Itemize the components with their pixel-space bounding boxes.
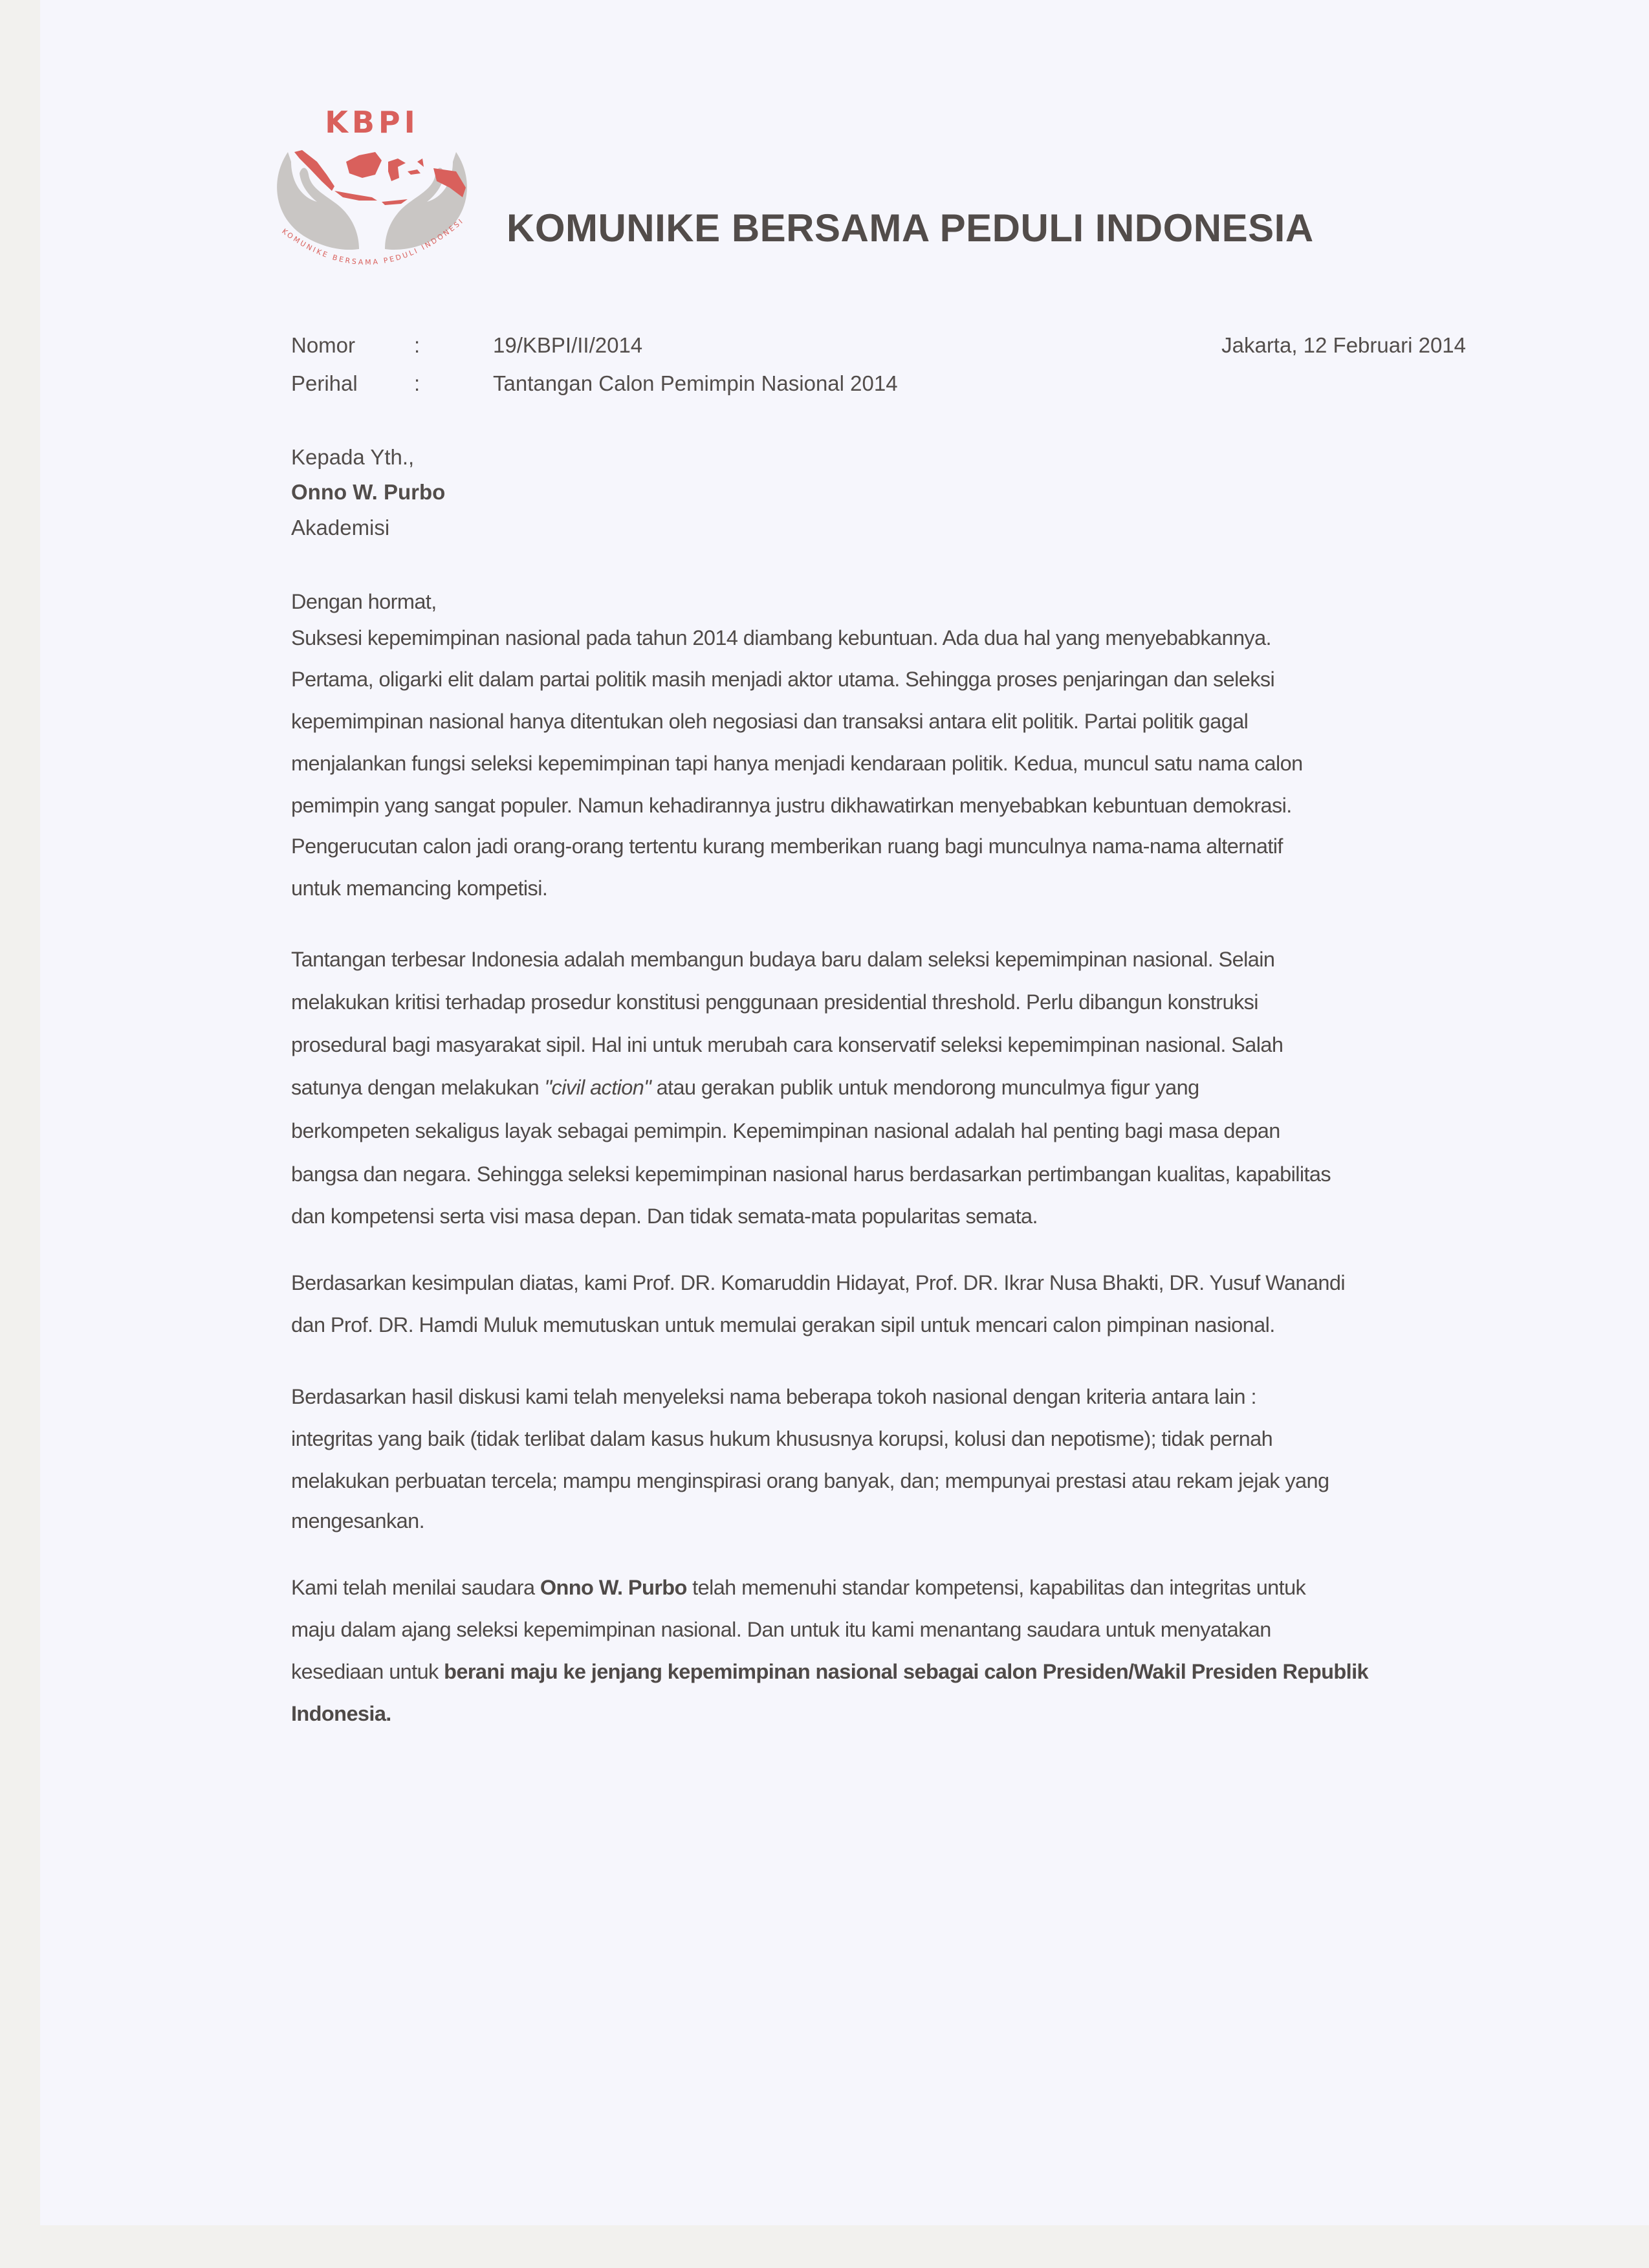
kbpi-logo [262,91,482,275]
p2-line: bangsa dan negara. Sehingga seleksi kepemimpinan nasional harus berdasarkan pertimbangan kualitas, kapabilitas [291,1162,1331,1186]
p1-line: pemimpin yang sangat populer. Namun kehadirannya justru dikhawatirkan menyebabkan kebuntuan demokrasi. [291,794,1292,817]
perihal-value: Tantangan Calon Pemimpin Nasional 2014 [493,371,898,395]
p4-line: melakukan perbuatan tercela; mampu menginspirasi orang banyak, dan; mempunyai prestasi atau rekam jejak yang [291,1469,1329,1492]
p2-line-text: atau gerakan publik untuk mendorong munculmya figur yang [651,1076,1199,1099]
p4-line: integritas yang baik (tidak terlibat dalam kasus hukum khususnya korupsi, kolusi dan nepotisme); tidak pernah [291,1427,1273,1450]
p1-line: menjalankan fungsi seleksi kepemimpinan tapi hanya menjadi kendaraan politik. Kedua, muncul satu nama calon [291,752,1303,775]
p5-line [291,1660,1368,1684]
p5-line-text: telah memenuhi standar kompetensi, kapabilitas dan integritas untuk [686,1576,1306,1599]
greeting: Dengan hormat, [291,590,437,613]
place-date: Jakarta, 12 Februari 2014 [1221,333,1466,357]
p1-line: Pertama, oligarki elit dalam partai politik masih menjadi aktor utama. Sehingga proses penjaringan dan seleksi [291,668,1275,691]
p1-line: Pengerucutan calon jadi orang-orang tertentu kurang memberikan ruang bagi munculnya nama-nama alternatif [291,834,1283,858]
p5-line: maju dalam ajang seleksi kepemimpinan nasional. Dan untuk itu kami menantang saudara untuk menyatakan [291,1618,1271,1641]
p4-line: mengesankan. [291,1509,425,1532]
p5-line-text: Kami telah menilai saudara [291,1576,540,1599]
p1-line: kepemimpinan nasional hanya ditentukan oleh negosiasi dan transaksi antara elit politik. Partai politik gagal [291,710,1249,733]
letterhead-title: KOMUNIKE BERSAMA PEDULI INDONESIA [507,206,1314,250]
p3-line: Berdasarkan kesimpulan diatas, kami Prof. DR. Komaruddin Hidayat, Prof. DR. Ikrar Nusa Bhakti, DR. Yusuf Wanandi [291,1271,1345,1294]
logo-ring-text: KOMUNIKE BERSAMA PEDULI INDONESI [280,216,466,267]
p5-line [291,1576,1305,1600]
candidate-name-bold: Onno W. Purbo [540,1576,687,1599]
p2-line: dan kompetensi serta visi masa depan. Dan tidak semata-mata popularitas semata. [291,1205,1038,1228]
p2-line: prosedural bagi masyarakat sipil. Hal ini untuk merubah cara konservatif seleksi kepemimpinan nasional. Salah [291,1033,1283,1056]
recipient-to: Kepada Yth., [291,445,415,469]
perihal-label: Perihal [291,371,358,395]
p1-line: Suksesi kepemimpinan nasional pada tahun 2014 diambang kebuntuan. Ada dua hal yang menyebabkannya. [291,626,1271,649]
p5-line-text: kesediaan untuk [291,1660,444,1683]
p5-line: Indonesia. [291,1702,391,1725]
perihal-colon: : [414,371,420,395]
p3-line: dan Prof. DR. Hamdi Muluk memutuskan untuk memulai gerakan sipil untuk mencari calon pimpinan nasional. [291,1313,1275,1336]
p1-line: untuk memancing kompetisi. [291,877,548,900]
recipient-name: Onno W. Purbo [291,480,446,504]
p2-line [291,1076,1199,1100]
p2-line-text: satunya dengan melakukan [291,1076,545,1099]
recipient-role: Akademisi [291,516,390,540]
p4-line: Berdasarkan hasil diskusi kami telah menyeleksi nama beberapa tokoh nasional dengan kriteria antara lain : [291,1385,1256,1408]
p2-line: berkompeten sekaligus layak sebagai pemimpin. Kepemimpinan nasional adalah hal penting bagi masa depan [291,1119,1280,1142]
challenge-statement-bold: berani maju ke jenjang kepemimpinan nasional sebagai calon Presiden/Wakil Presiden Republik [444,1660,1368,1683]
p2-line: Tantangan terbesar Indonesia adalah membangun budaya baru dalam seleksi kepemimpinan nasional. Selain [291,948,1275,971]
kbpi-logo-graphic [262,91,482,275]
nomor-label: Nomor [291,333,356,357]
nomor-value: 19/KBPI/II/2014 [493,333,643,357]
p2-line: melakukan kritisi terhadap prosedur konstitusi penggunaan presidential threshold. Perlu dibangun konstruksi [291,990,1258,1014]
logo-acronym: KBPI [325,105,419,140]
civil-action-italic: "civil action" [544,1076,651,1099]
nomor-colon: : [414,333,420,357]
